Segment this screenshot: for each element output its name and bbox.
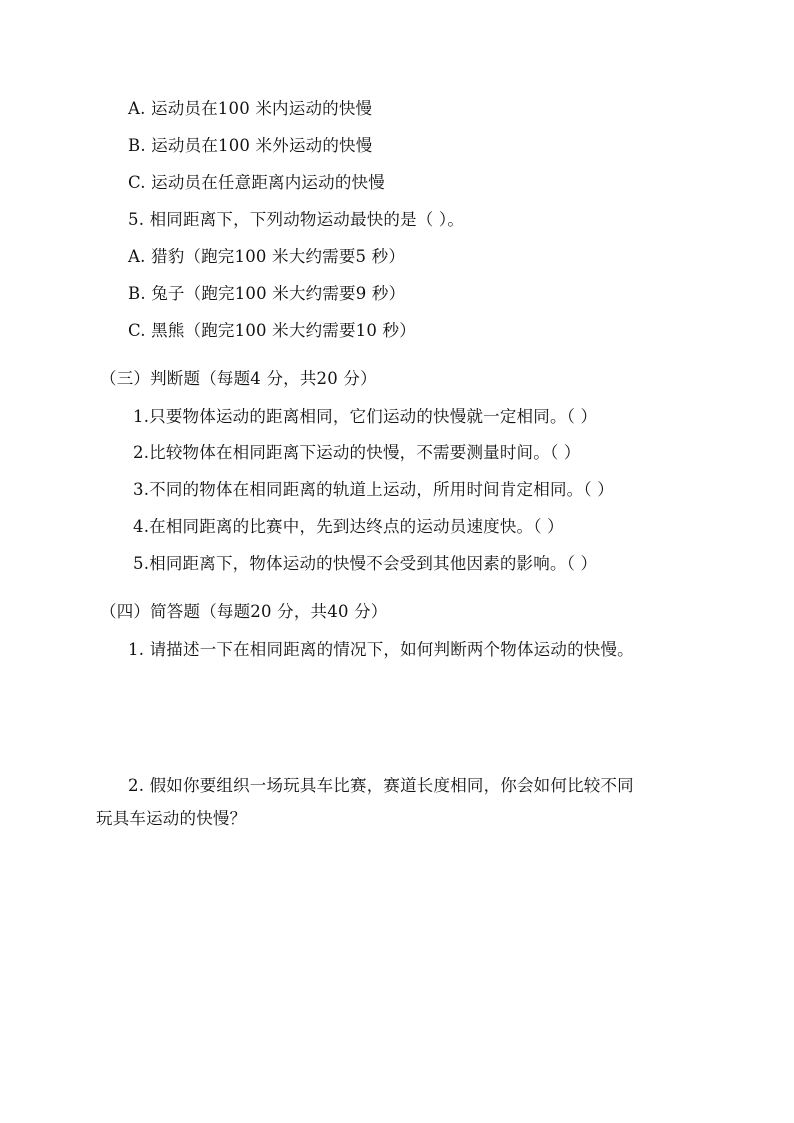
- judgment-item-3: 3.不同的物体在相同距离的轨道上运动，所用时间肯定相同。（ ）: [133, 480, 614, 499]
- short-answer-q1: 1. 请描述一下在相同距离的情况下，如何判断两个物体运动的快慢。: [128, 640, 634, 659]
- q5-option-a: A. 猎豹（跑完100 米大约需要5 秒）: [128, 247, 406, 266]
- q5-option-b: B. 兔子（跑完100 米大约需要9 秒）: [128, 284, 406, 303]
- q5-option-c: C. 黑熊（跑完100 米大约需要10 秒）: [128, 321, 416, 340]
- short-answer-section-title: （四）简答题（每题20 分，共40 分）: [100, 602, 388, 621]
- judgment-item-4: 4.在相同距离的比赛中，先到达终点的运动员速度快。（ ）: [133, 517, 564, 536]
- option-c: C. 运动员在任意距离内运动的快慢: [128, 173, 385, 192]
- question-5: 5. 相同距离下，下列动物运动最快的是（ ）。: [128, 210, 465, 229]
- judgment-item-2: 2.比较物体在相同距离下运动的快慢，不需要测量时间。（ ）: [133, 443, 581, 462]
- option-a: A. 运动员在100 米内运动的快慢: [128, 99, 373, 118]
- option-b: B. 运动员在100 米外运动的快慢: [128, 136, 373, 155]
- judgment-item-1: 1.只要物体运动的距离相同，它们运动的快慢就一定相同。（ ）: [133, 407, 598, 426]
- short-answer-q2-line2: 玩具车运动的快慢？: [96, 809, 247, 828]
- judgment-item-5: 5.相同距离下，物体运动的快慢不会受到其他因素的影响。（ ）: [133, 554, 598, 573]
- short-answer-q2-line1: 2. 假如你要组织一场玩具车比赛，赛道长度相同，你会如何比较不同: [128, 776, 634, 795]
- judgment-section-title: （三）判断题（每题4 分，共20 分）: [100, 369, 377, 388]
